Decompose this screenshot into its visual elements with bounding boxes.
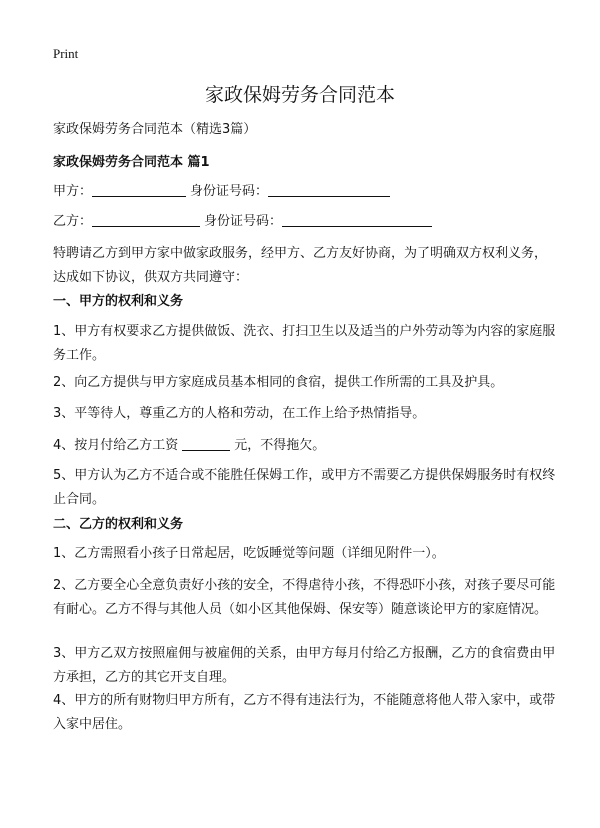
- party-b-label: 乙方：: [53, 214, 93, 229]
- part2-item-3: 3、甲方乙双方按照雇佣与被雇佣的关系，由甲方每月付给乙方报酬，乙方的食宿费由甲方承担，乙方的其它开支自理。: [53, 646, 556, 685]
- party-a-row: [53, 182, 390, 202]
- part1-item-5: 5、甲方认为乙方不适合或不能胜任保姆工作，或甲方不需要乙方提供保姆服务时有权终止合同。: [53, 468, 556, 507]
- party-b-id-blank: [282, 212, 432, 227]
- party-b-row: [53, 212, 432, 232]
- print-link[interactable]: Print: [53, 46, 79, 61]
- party-b-id-label: 身份证号码：: [204, 214, 283, 229]
- part1-heading: 一、甲方的权利和义务: [53, 294, 184, 309]
- party-a-id-blank: [268, 182, 390, 197]
- part2-item-4: 4、甲方的所有财物归甲方所有，乙方不得有违法行为，不能随意将他人带入家中，或带入家中居住。: [53, 693, 556, 732]
- party-a-name-blank: [92, 182, 186, 197]
- part2-heading: 二、乙方的权利和义务: [53, 517, 184, 532]
- document-title: 家政保姆劳务合同范本: [204, 84, 395, 106]
- party-a-id-label: 身份证号码：: [190, 184, 269, 199]
- part1-item-4-suffix: 元，不得拖欠。: [234, 438, 326, 453]
- document-subtitle: 家政保姆劳务合同范本（精选3篇）: [53, 122, 257, 137]
- part1-item-4: [53, 436, 325, 456]
- part1-item-2: 2、向乙方提供与甲方家庭成员基本相同的食宿，提供工作所需的工具及护具。: [53, 375, 504, 390]
- intro-paragraph: 特聘请乙方到甲方家中做家政服务，经甲方、乙方友好协商，为了明确双方权利义务，达成如下协议，供双方共同遵守：: [53, 246, 548, 285]
- party-a-label: 甲方：: [53, 184, 93, 199]
- salary-blank: [182, 436, 230, 451]
- section-heading: 家政保姆劳务合同范本 篇1: [53, 155, 210, 170]
- part2-item-2: 2、乙方要全心全意负责好小孩的安全，不得虐待小孩，不得恐吓小孩，对孩子要尽可能有耐心。乙方不得与其他人员（如小区其他保姆、保安等）随意谈论甲方的家庭情况。: [53, 578, 556, 617]
- part1-item-3: 3、平等待人，尊重乙方的人格和劳动，在工作上给予热情指导。: [53, 406, 426, 421]
- part1-item-4-prefix: 4、按月付给乙方工资: [53, 438, 179, 453]
- party-b-name-blank: [92, 212, 200, 227]
- part2-item-1: 1、乙方需照看小孩子日常起居，吃饭睡觉等问题（详细见附件一）。: [53, 546, 445, 561]
- part1-item-1: 1、甲方有权要求乙方提供做饭、洗衣、打扫卫生以及适当的户外劳动等为内容的家庭服务工作。: [53, 324, 556, 363]
